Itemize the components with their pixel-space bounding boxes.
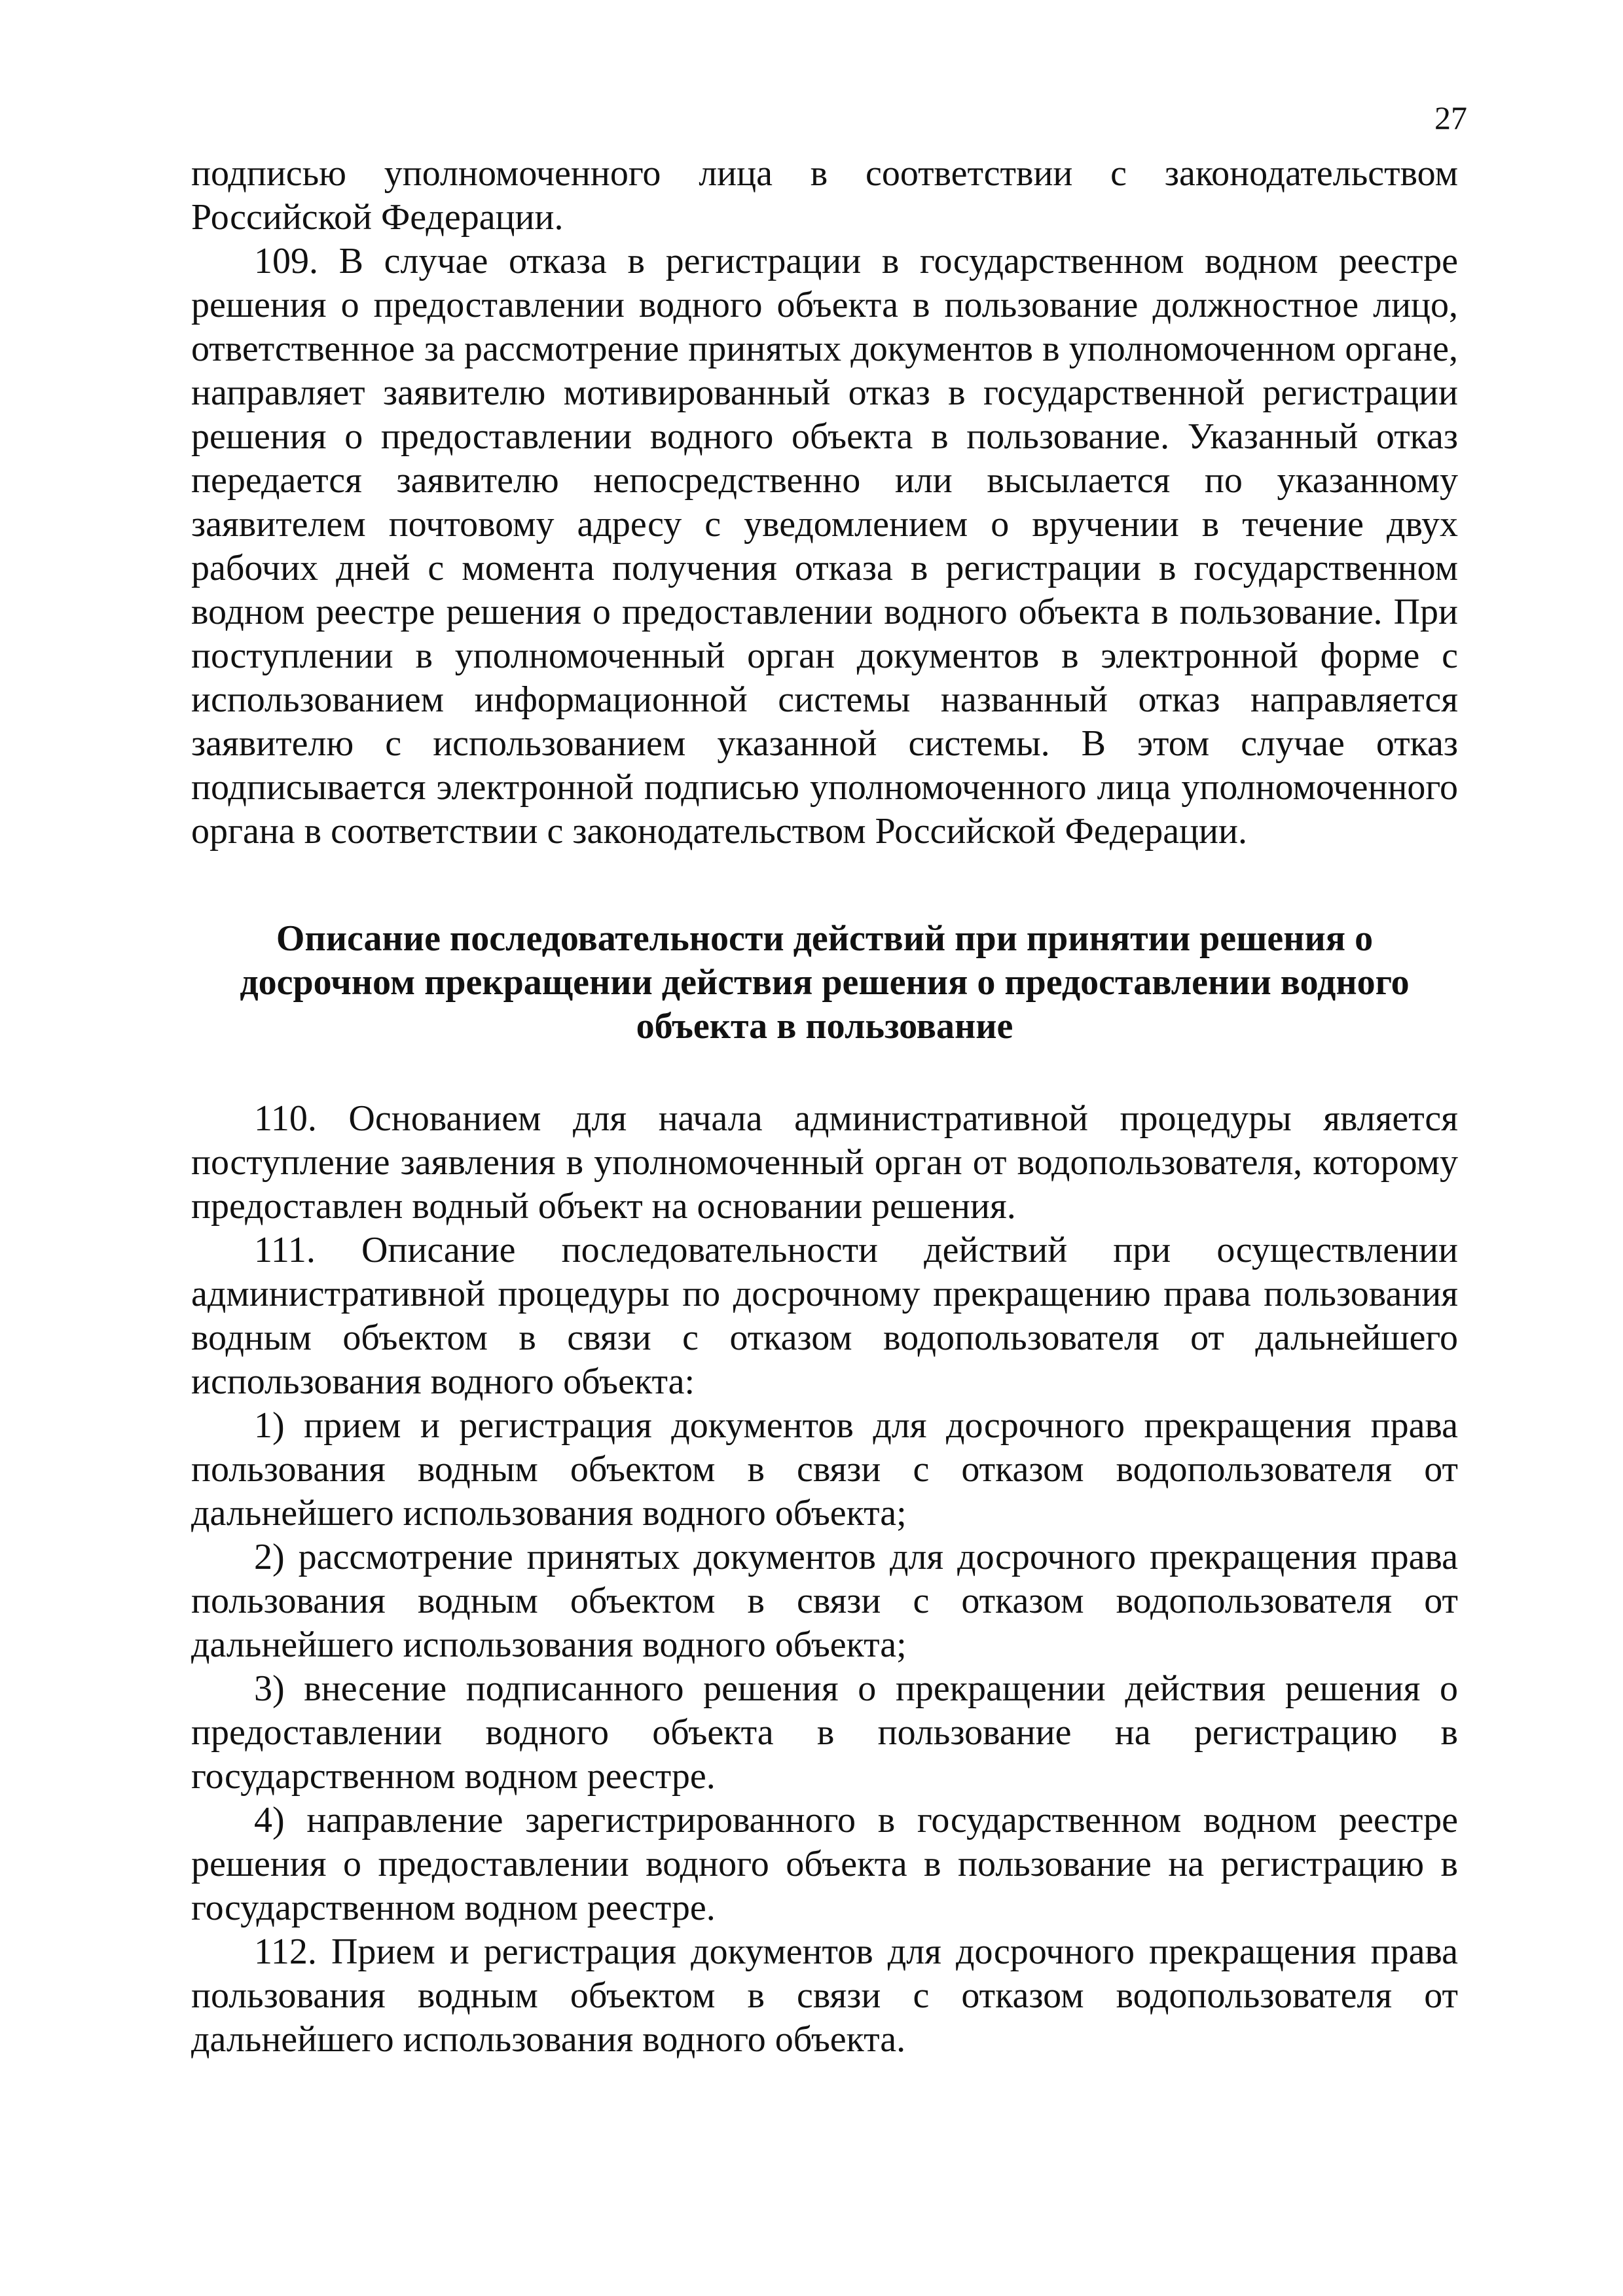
list-item-111-1: 1) прием и регистрация документов для досрочного прекращения права пользования водным объектом в связи с отказом водопользователя от дальнейшего использования водного объекта;	[191, 1405, 1458, 1534]
paragraph-109: 109. В случае отказа в регистрации в государственном водном реестре решения о предоставлении водного объекта в пользование должностное лицо, ответственное за рассмотрение принятых документов в уполномоченном органе, направляет заявителю мотивированный отказ в государственной регистрации решения о предоставлении водного объекта в пользование. Указанный отказ передается заявителю непосредственно или высылается по указанному заявителем почтовому адресу с уведомлением о вручении в течение двух рабочих дней с момента получения отказа в регистрации в государственном водном реестре решения о предоставлении водного объекта в пользование. При поступлении в уполномоченный орган документов в электронной форме с использованием информационной системы названный отказ направляется заявителю с использованием указанной системы. В этом случае отказ подписывается электронной подписью уполномоченного лица уполномоченного органа в соответствии с законодательством Российской Федерации.	[191, 241, 1458, 852]
document-body	[191, 152, 1458, 2062]
paragraph-110: 110. Основанием для начала административной процедуры является поступление заявления в уполномоченный орган от водопользователя, которому предоставлен водный объект на основании решения.	[191, 1098, 1458, 1227]
paragraph-111: 111. Описание последовательности действий при осуществлении административной процедуры по досрочному прекращению права пользования водным объектом в связи с отказом водопользователя от дальнейшего использования водного объекта:	[191, 1230, 1458, 1402]
list-item-111-4: 4) направление зарегистрированного в государственном водном реестре решения о предоставлении водного объекта в пользование на регистрацию в государственном водном реестре.	[191, 1800, 1458, 1928]
paragraph-112: 112. Прием и регистрация документов для досрочного прекращения права пользования водным объектом в связи с отказом водопользователя от дальнейшего использования водного объекта.	[191, 1931, 1458, 2060]
page-number: 27	[1434, 99, 1467, 136]
list-item-111-2: 2) рассмотрение принятых документов для досрочного прекращения права пользования водным объектом в связи с отказом водопользователя от дальнейшего использования водного объекта;	[191, 1537, 1458, 1665]
section-heading: Описание последовательности действий при принятии решения о досрочном прекращении действия решения о предоставлении водного объекта в пользование	[240, 918, 1410, 1047]
paragraph-continuation: подписью уполномоченного лица в соответствии с законодательством Российской Федерации.	[191, 153, 1458, 238]
list-item-111-3: 3) внесение подписанного решения о прекращении действия решения о предоставлении водного объекта в пользование на регистрацию в государственном водном реестре.	[191, 1668, 1458, 1797]
